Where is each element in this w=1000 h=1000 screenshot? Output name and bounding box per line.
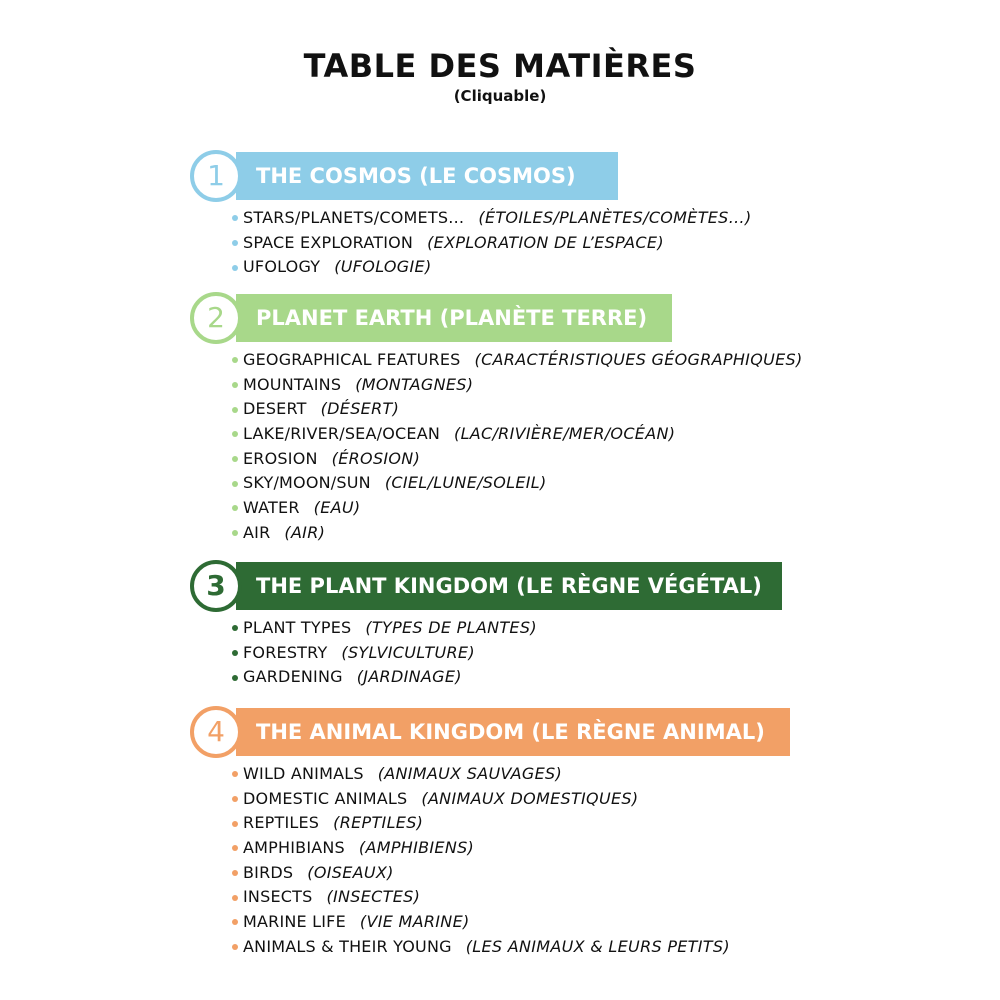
toc-section-1	[190, 150, 790, 280]
item-french-label: ( JARDINAGE )	[357, 665, 462, 690]
item-english-label: EROSION	[243, 448, 318, 468]
bullet-dot-icon	[232, 796, 238, 802]
toc-item-link[interactable]	[232, 422, 832, 447]
item-french-label: ( ÉTOILES/PLANÈTES/COMÈTES… )	[478, 206, 751, 231]
toc-item-link[interactable]	[232, 762, 832, 787]
toc-section-3	[190, 560, 790, 690]
item-english-label: AMPHIBIANS	[243, 838, 345, 858]
item-french-label: ( CIEL/LUNE/SOLEIL )	[385, 471, 547, 496]
item-english-label: AIR	[243, 522, 271, 542]
section-number-badge: 4	[190, 706, 242, 758]
toc-item-link[interactable]	[232, 885, 832, 910]
page-title: TABLE DES MATIÈRES	[303, 47, 697, 85]
bullet-dot-icon	[232, 357, 238, 363]
section-header[interactable]	[190, 560, 790, 610]
item-french-label: ( TYPES DE PLANTES )	[365, 616, 536, 641]
toc-item-link[interactable]	[232, 910, 832, 935]
section-title-link[interactable]: PLANET EARTH (PLANÈTE TERRE)	[236, 294, 672, 342]
section-item-list	[232, 206, 832, 280]
item-english-label: SKY/MOON/SUN	[243, 473, 371, 493]
toc-item-link[interactable]	[232, 206, 832, 231]
toc-item-link[interactable]	[232, 471, 832, 496]
bullet-dot-icon	[232, 456, 238, 462]
item-english-label: INSECTS	[243, 887, 313, 907]
toc-item-link[interactable]	[232, 496, 832, 521]
toc-item-link[interactable]	[232, 641, 832, 666]
item-french-label: ( EAU )	[314, 496, 361, 521]
bullet-dot-icon	[232, 265, 238, 271]
item-english-label: FORESTRY	[243, 642, 328, 662]
toc-section-2	[190, 292, 796, 546]
item-english-label: MOUNTAINS	[243, 374, 342, 394]
item-english-label: DOMESTIC ANIMALS	[243, 788, 408, 808]
item-english-label: GEOGRAPHICAL FEATURES	[243, 350, 461, 369]
bullet-dot-icon	[232, 240, 238, 246]
section-item-list	[232, 348, 832, 546]
item-french-label: ( UFOLOGIE )	[334, 255, 431, 280]
item-french-label: ( ANIMAUX SAUVAGES )	[378, 762, 562, 787]
toc-item-link[interactable]	[232, 231, 832, 256]
item-french-label: ( OISEAUX )	[307, 861, 393, 886]
section-title-link[interactable]: THE PLANT KINGDOM (LE RÈGNE VÉGÉTAL)	[236, 562, 782, 610]
section-item-list	[232, 762, 832, 960]
item-french-label: ( LAC/RIVIÈRE/MER/OCÉAN )	[454, 422, 675, 447]
item-french-label: ( LES ANIMAUX & LEURS PETITS )	[466, 935, 730, 960]
bullet-dot-icon	[232, 771, 238, 777]
item-english-label: LAKE/RIVER/SEA/OCEAN	[243, 424, 441, 444]
toc-item-link[interactable]	[232, 787, 832, 812]
toc-item-link[interactable]	[232, 665, 832, 690]
bullet-dot-icon	[232, 919, 238, 925]
item-english-label: ANIMALS & THEIR YOUNG	[243, 936, 452, 956]
item-english-label: DESERT	[243, 399, 307, 419]
toc-section-4	[190, 706, 790, 960]
item-french-label: ( SYLVICULTURE )	[341, 641, 474, 666]
item-english-label: UFOLOGY	[243, 257, 321, 277]
bullet-dot-icon	[232, 821, 238, 827]
item-english-label: STARS/PLANETS/COMETS…	[243, 208, 465, 227]
section-title-link[interactable]: THE ANIMAL KINGDOM (LE RÈGNE ANIMAL)	[236, 708, 790, 756]
toc-item-link[interactable]	[232, 255, 832, 280]
item-english-label: WATER	[243, 498, 300, 518]
bullet-dot-icon	[232, 481, 238, 487]
toc-item-link[interactable]	[232, 836, 832, 861]
item-french-label: ( ANIMAUX DOMESTIQUES )	[421, 787, 638, 812]
toc-item-link[interactable]	[232, 447, 832, 472]
toc-item-link[interactable]	[232, 397, 832, 422]
bullet-dot-icon	[232, 215, 238, 221]
item-french-label: ( ÉROSION )	[332, 447, 420, 472]
toc-item-link[interactable]	[232, 521, 832, 546]
item-french-label: ( INSECTES )	[326, 885, 420, 910]
section-number-badge: 1	[190, 150, 242, 202]
item-french-label: ( EXPLORATION DE L’ESPACE )	[427, 231, 664, 256]
page-subtitle: (Cliquable)	[453, 87, 547, 105]
bullet-dot-icon	[232, 625, 238, 631]
section-number-badge: 2	[190, 292, 242, 344]
section-header[interactable]	[190, 292, 790, 342]
toc-item-link[interactable]	[232, 935, 832, 960]
bullet-dot-icon	[232, 870, 238, 876]
bullet-dot-icon	[232, 431, 238, 437]
toc-item-link[interactable]	[232, 348, 832, 373]
item-french-label: ( AMPHIBIENS )	[359, 836, 474, 861]
section-header[interactable]	[190, 706, 790, 756]
item-french-label: ( DÉSERT )	[321, 397, 399, 422]
bullet-dot-icon	[232, 407, 238, 413]
item-english-label: SPACE EXPLORATION	[243, 232, 414, 252]
toc-item-link[interactable]	[232, 616, 832, 641]
bullet-dot-icon	[232, 530, 238, 536]
bullet-dot-icon	[232, 505, 238, 511]
item-french-label: ( MONTAGNES )	[355, 373, 473, 398]
section-title-link[interactable]: THE COSMOS (LE COSMOS)	[236, 152, 618, 200]
section-number-badge: 3	[190, 560, 242, 612]
toc-item-link[interactable]	[232, 811, 832, 836]
item-french-label: ( REPTILES )	[333, 811, 423, 836]
item-english-label: REPTILES	[243, 813, 320, 833]
item-french-label: ( AIR )	[284, 521, 325, 546]
bullet-dot-icon	[232, 944, 238, 950]
section-item-list	[232, 616, 832, 690]
toc-item-link[interactable]	[232, 861, 832, 886]
item-english-label: BIRDS	[243, 862, 294, 882]
section-header[interactable]	[190, 150, 790, 200]
item-french-label: ( CARACTÉRISTIQUES GÉOGRAPHIQUES )	[475, 348, 803, 373]
item-english-label: WILD ANIMALS	[243, 764, 364, 783]
bullet-dot-icon	[232, 650, 238, 656]
item-english-label: GARDENING	[243, 667, 343, 687]
item-french-label: ( VIE MARINE )	[360, 910, 470, 935]
toc-item-link[interactable]	[232, 373, 832, 398]
bullet-dot-icon	[232, 382, 238, 388]
bullet-dot-icon	[232, 845, 238, 851]
item-english-label: MARINE LIFE	[243, 912, 346, 932]
item-english-label: PLANT TYPES	[243, 618, 352, 637]
bullet-dot-icon	[232, 895, 238, 901]
bullet-dot-icon	[232, 675, 238, 681]
